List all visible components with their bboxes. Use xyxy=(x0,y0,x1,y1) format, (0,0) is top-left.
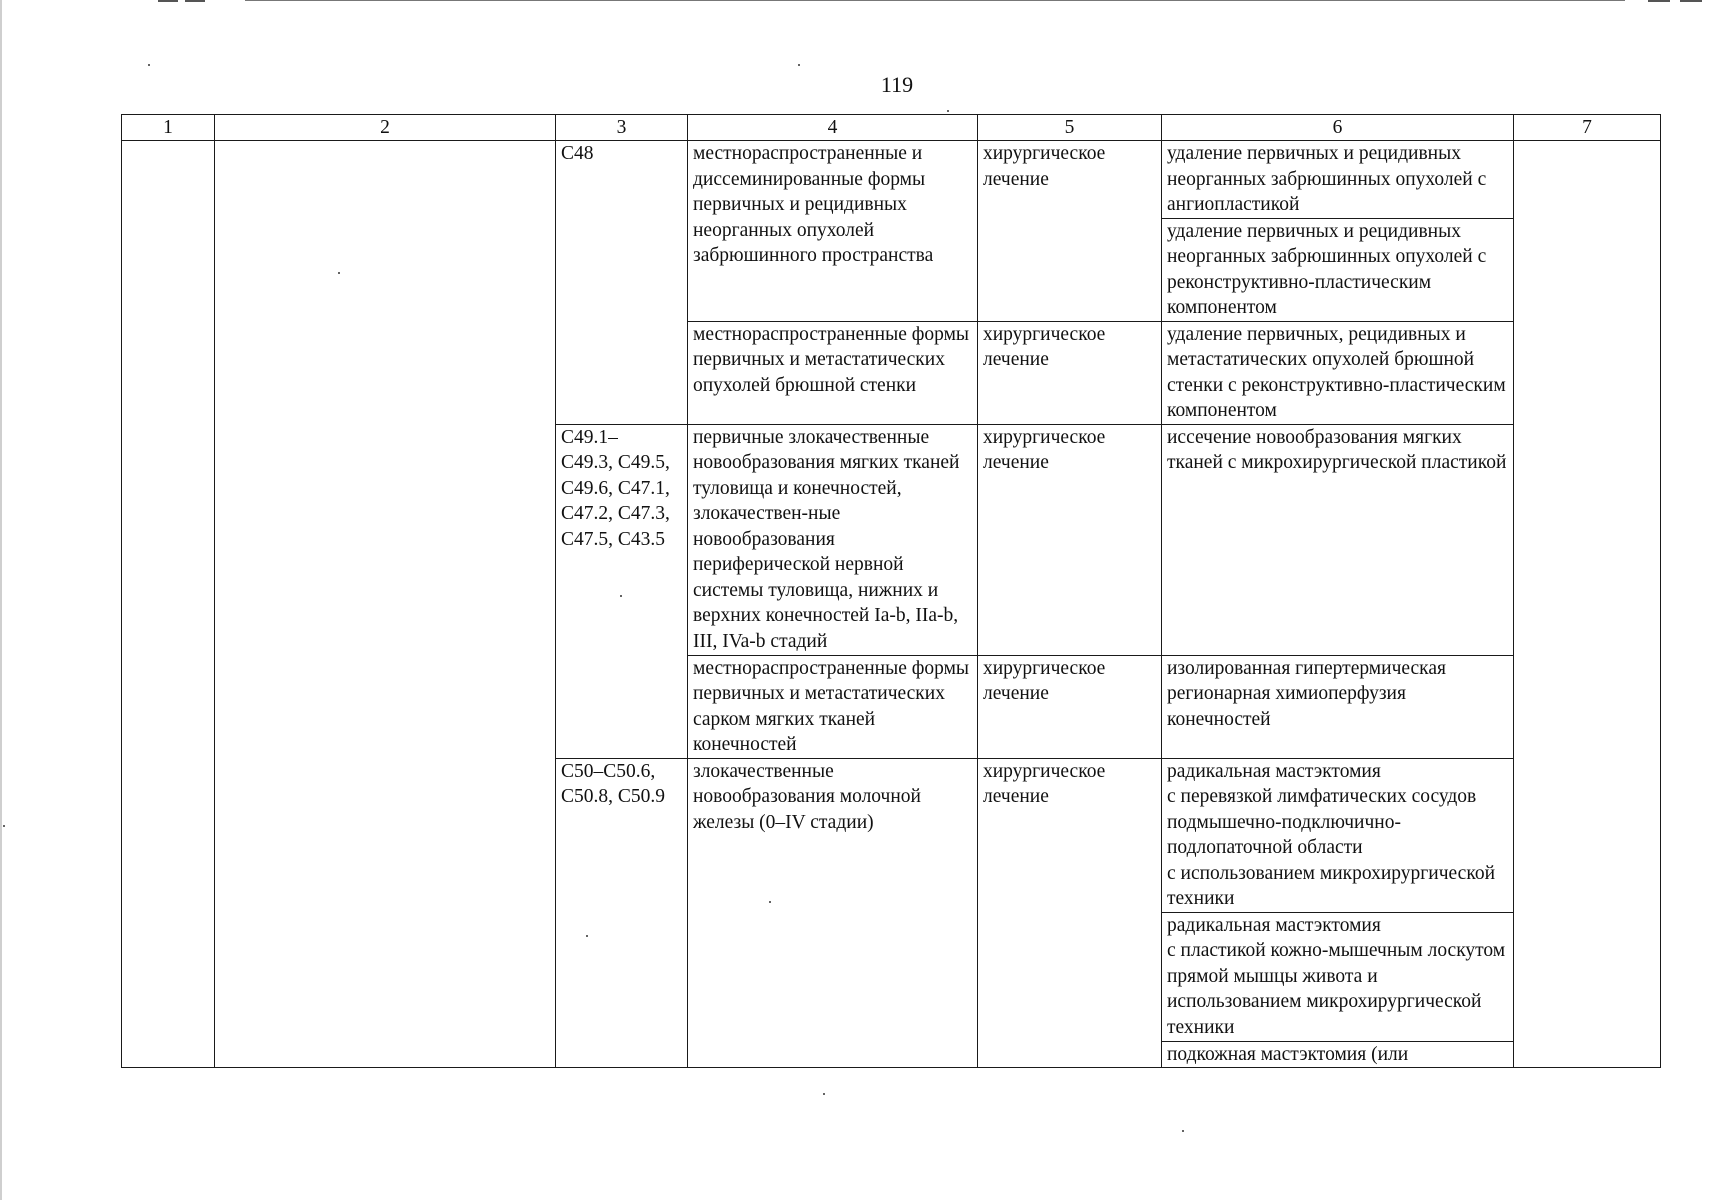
scan-speck xyxy=(148,64,150,66)
method-cell: иссечение новообразования мягких тканей с микрохирургической пластикой xyxy=(1162,424,1514,655)
cell-col7 xyxy=(1514,141,1661,1068)
scan-edge xyxy=(0,0,2,1200)
diagnosis-cell: злокачественные новообразования молочной железы (0–IV стадии) xyxy=(688,758,978,1067)
scan-speck xyxy=(798,64,800,66)
method-cell: удаление первичных и рецидивных неорганных забрюшинных опухолей с ангиопластикой xyxy=(1162,141,1514,219)
diagnosis-cell: местнораспространенные формы первичных и метастатических сарком мягких тканей конечностей xyxy=(688,655,978,758)
scan-speck xyxy=(823,1093,825,1095)
column-header: 2 xyxy=(215,115,556,141)
scan-artifact xyxy=(158,0,178,2)
treatment-cell: хирургическое лечение xyxy=(978,321,1162,424)
icd-code-cell: C50–C50.6, C50.8, C50.9 xyxy=(556,758,688,1067)
cell-col1 xyxy=(122,141,215,1068)
page-number: 119 xyxy=(880,72,914,97)
cell-col2 xyxy=(215,141,556,1068)
treatment-cell: хирургическое лечение xyxy=(978,141,1162,322)
table-row xyxy=(122,141,1661,219)
method-cell: удаление первичных и рецидивных неорганных забрюшинных опухолей с реконструктивно-пластическим компонентом xyxy=(1162,218,1514,321)
treatment-cell: хирургическое лечение xyxy=(978,758,1162,1067)
scan-speck xyxy=(1182,1130,1184,1132)
icd-code-cell: C49.1– C49.3, C49.5, C49.6, C47.1, C47.2, C47.3, C47.5, C43.5 xyxy=(556,424,688,758)
column-header: 5 xyxy=(978,115,1162,141)
scan-speck xyxy=(3,825,5,827)
method-cell: подкожная мастэктомия (или xyxy=(1162,1041,1514,1067)
column-header: 4 xyxy=(688,115,978,141)
method-cell: радикальная мастэктомия с перевязкой лимфатических сосудов подмышечно-подключично-подлопаточной области с использованием микрохирургической техники xyxy=(1162,758,1514,912)
icd-code-cell: C48 xyxy=(556,141,688,425)
medical-care-table xyxy=(121,114,1661,1068)
column-header: 6 xyxy=(1162,115,1514,141)
method-cell: удаление первичных, рецидивных и метастатических опухолей брюшной стенки с реконструктивно-пластическим компонентом xyxy=(1162,321,1514,424)
method-cell: радикальная мастэктомия с пластикой кожно-мышечным лоскутом прямой мышцы живота и использованием микрохирургической техники xyxy=(1162,912,1514,1041)
scan-artifact xyxy=(245,0,1625,1)
diagnosis-cell: местнораспространенные формы первичных и метастатических опухолей брюшной стенки xyxy=(688,321,978,424)
scan-artifact xyxy=(1648,0,1670,2)
header-row xyxy=(122,115,1661,141)
diagnosis-cell: первичные злокачественные новообразования мягких тканей туловища и конечностей, злокачествен-ные новообразования периферической нервной системы туловища, нижних и верхних конечностей Ia-b, IIa-b, III, IVa-b стадий xyxy=(688,424,978,655)
column-header: 1 xyxy=(122,115,215,141)
scan-artifact xyxy=(185,0,205,2)
column-header: 3 xyxy=(556,115,688,141)
diagnosis-cell: местнораспространенные и диссеминированные формы первичных и рецидивных неорганных опухолей забрюшинного пространства xyxy=(688,141,978,322)
scan-artifact xyxy=(1680,0,1702,2)
column-header: 7 xyxy=(1514,115,1661,141)
treatment-cell: хирургическое лечение xyxy=(978,424,1162,655)
scan-speck xyxy=(947,110,949,112)
treatment-cell: хирургическое лечение xyxy=(978,655,1162,758)
method-cell: изолированная гипертермическая регионарная химиоперфузия конечностей xyxy=(1162,655,1514,758)
